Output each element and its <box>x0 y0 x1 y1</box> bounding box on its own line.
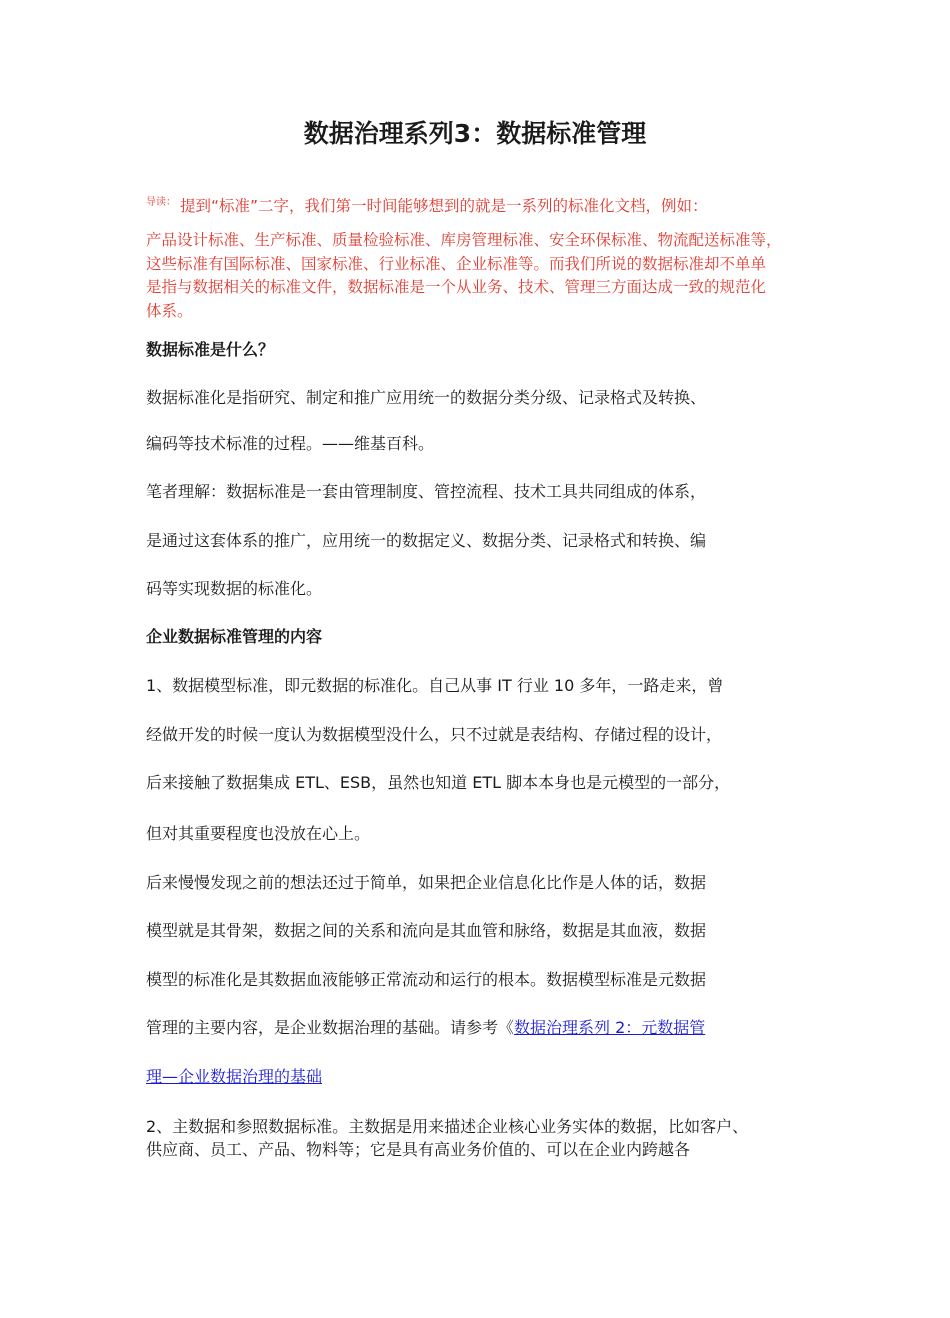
paragraph-line <box>146 1067 836 1087</box>
intro-paragraph <box>146 229 836 323</box>
page-title: 数据治理系列3：数据标准管理 <box>303 119 647 148</box>
intro-first-text: 提到“标准”二字，我们第一时间能够想到的就是一系列的标准化文档，例如： <box>180 197 708 215</box>
paragraph-line: 1、数据模型标准，即元数据的标准化。自己从事 IT 行业 10 多年，一路走来，曾 <box>146 676 724 695</box>
intro-line: 这些标准有国际标准、国家标准、行业标准、企业标准等。而我们所说的数据标准却不单单 <box>146 254 767 273</box>
paragraph-line <box>146 1018 836 1038</box>
author-line: 笔者理解：数据标准是一套由管理制度、管控流程、技术工具共同组成的体系， <box>146 482 707 501</box>
definition-line: 数据标准化是指研究、制定和推广应用统一的数据分类分级、记录格式及转换、 <box>146 388 707 407</box>
paragraph-line: 但对其重要程度也没放在心上。 <box>146 824 371 843</box>
paragraph-line: 2、主数据和参照数据标准。主数据是用来描述企业核心业务实体的数据，比如客户、 <box>146 1117 749 1136</box>
paragraph-text: 管理的主要内容，是企业数据治理的基础。请参考《 <box>146 1018 515 1037</box>
paragraph-line: 模型就是其骨架，数据之间的关系和流向是其血管和脉络，数据是其血液，数据 <box>146 921 707 940</box>
paragraph-line: 后来慢慢发现之前的想法还过于简单，如果把企业信息化比作是人体的话，数据 <box>146 873 707 892</box>
paragraph-line: 模型的标准化是其数据血液能够正常流动和运行的根本。数据模型标准是元数据 <box>146 970 707 989</box>
intro-line: 产品设计标准、生产标准、质量检验标准、库房管理标准、安全环保标准、物流配送标准等， <box>146 231 782 249</box>
series-2-link[interactable]: 数据治理系列 2：元数据管 <box>514 1018 706 1037</box>
definition-line: 编码等技术标准的过程。——维基百科。 <box>146 434 435 453</box>
intro-line: 是指与数据相关的标准文件，数据标准是一个从业务、技术、管理三方面达成一致的规范化 <box>146 278 767 296</box>
series-2-link-continued[interactable]: 理—企业数据治理的基础 <box>146 1067 323 1086</box>
author-line: 是通过这套体系的推广，应用统一的数据定义、数据分类、记录格式和转换、编 <box>146 531 707 550</box>
section-heading-what: 数据标准是什么？ <box>146 340 275 359</box>
intro-first-line <box>146 193 836 216</box>
paragraph-line: 供应商、员工、产品、物料等；它是具有高业务价值的、可以在企业内跨越各 <box>146 1140 691 1159</box>
section-heading-content: 企业数据标准管理的内容 <box>146 627 323 646</box>
author-line: 码等实现数据的标准化。 <box>146 579 323 598</box>
intro-tag: 导读： <box>146 197 176 208</box>
intro-line: 体系。 <box>146 301 193 320</box>
paragraph-line: 后来接触了数据集成 ETL、ESB，虽然也知道 ETL 脚本本身也是元模型的一部分， <box>146 773 731 792</box>
paragraph-line: 经做开发的时候一度认为数据模型没什么，只不过就是表结构、存储过程的设计， <box>146 725 723 744</box>
